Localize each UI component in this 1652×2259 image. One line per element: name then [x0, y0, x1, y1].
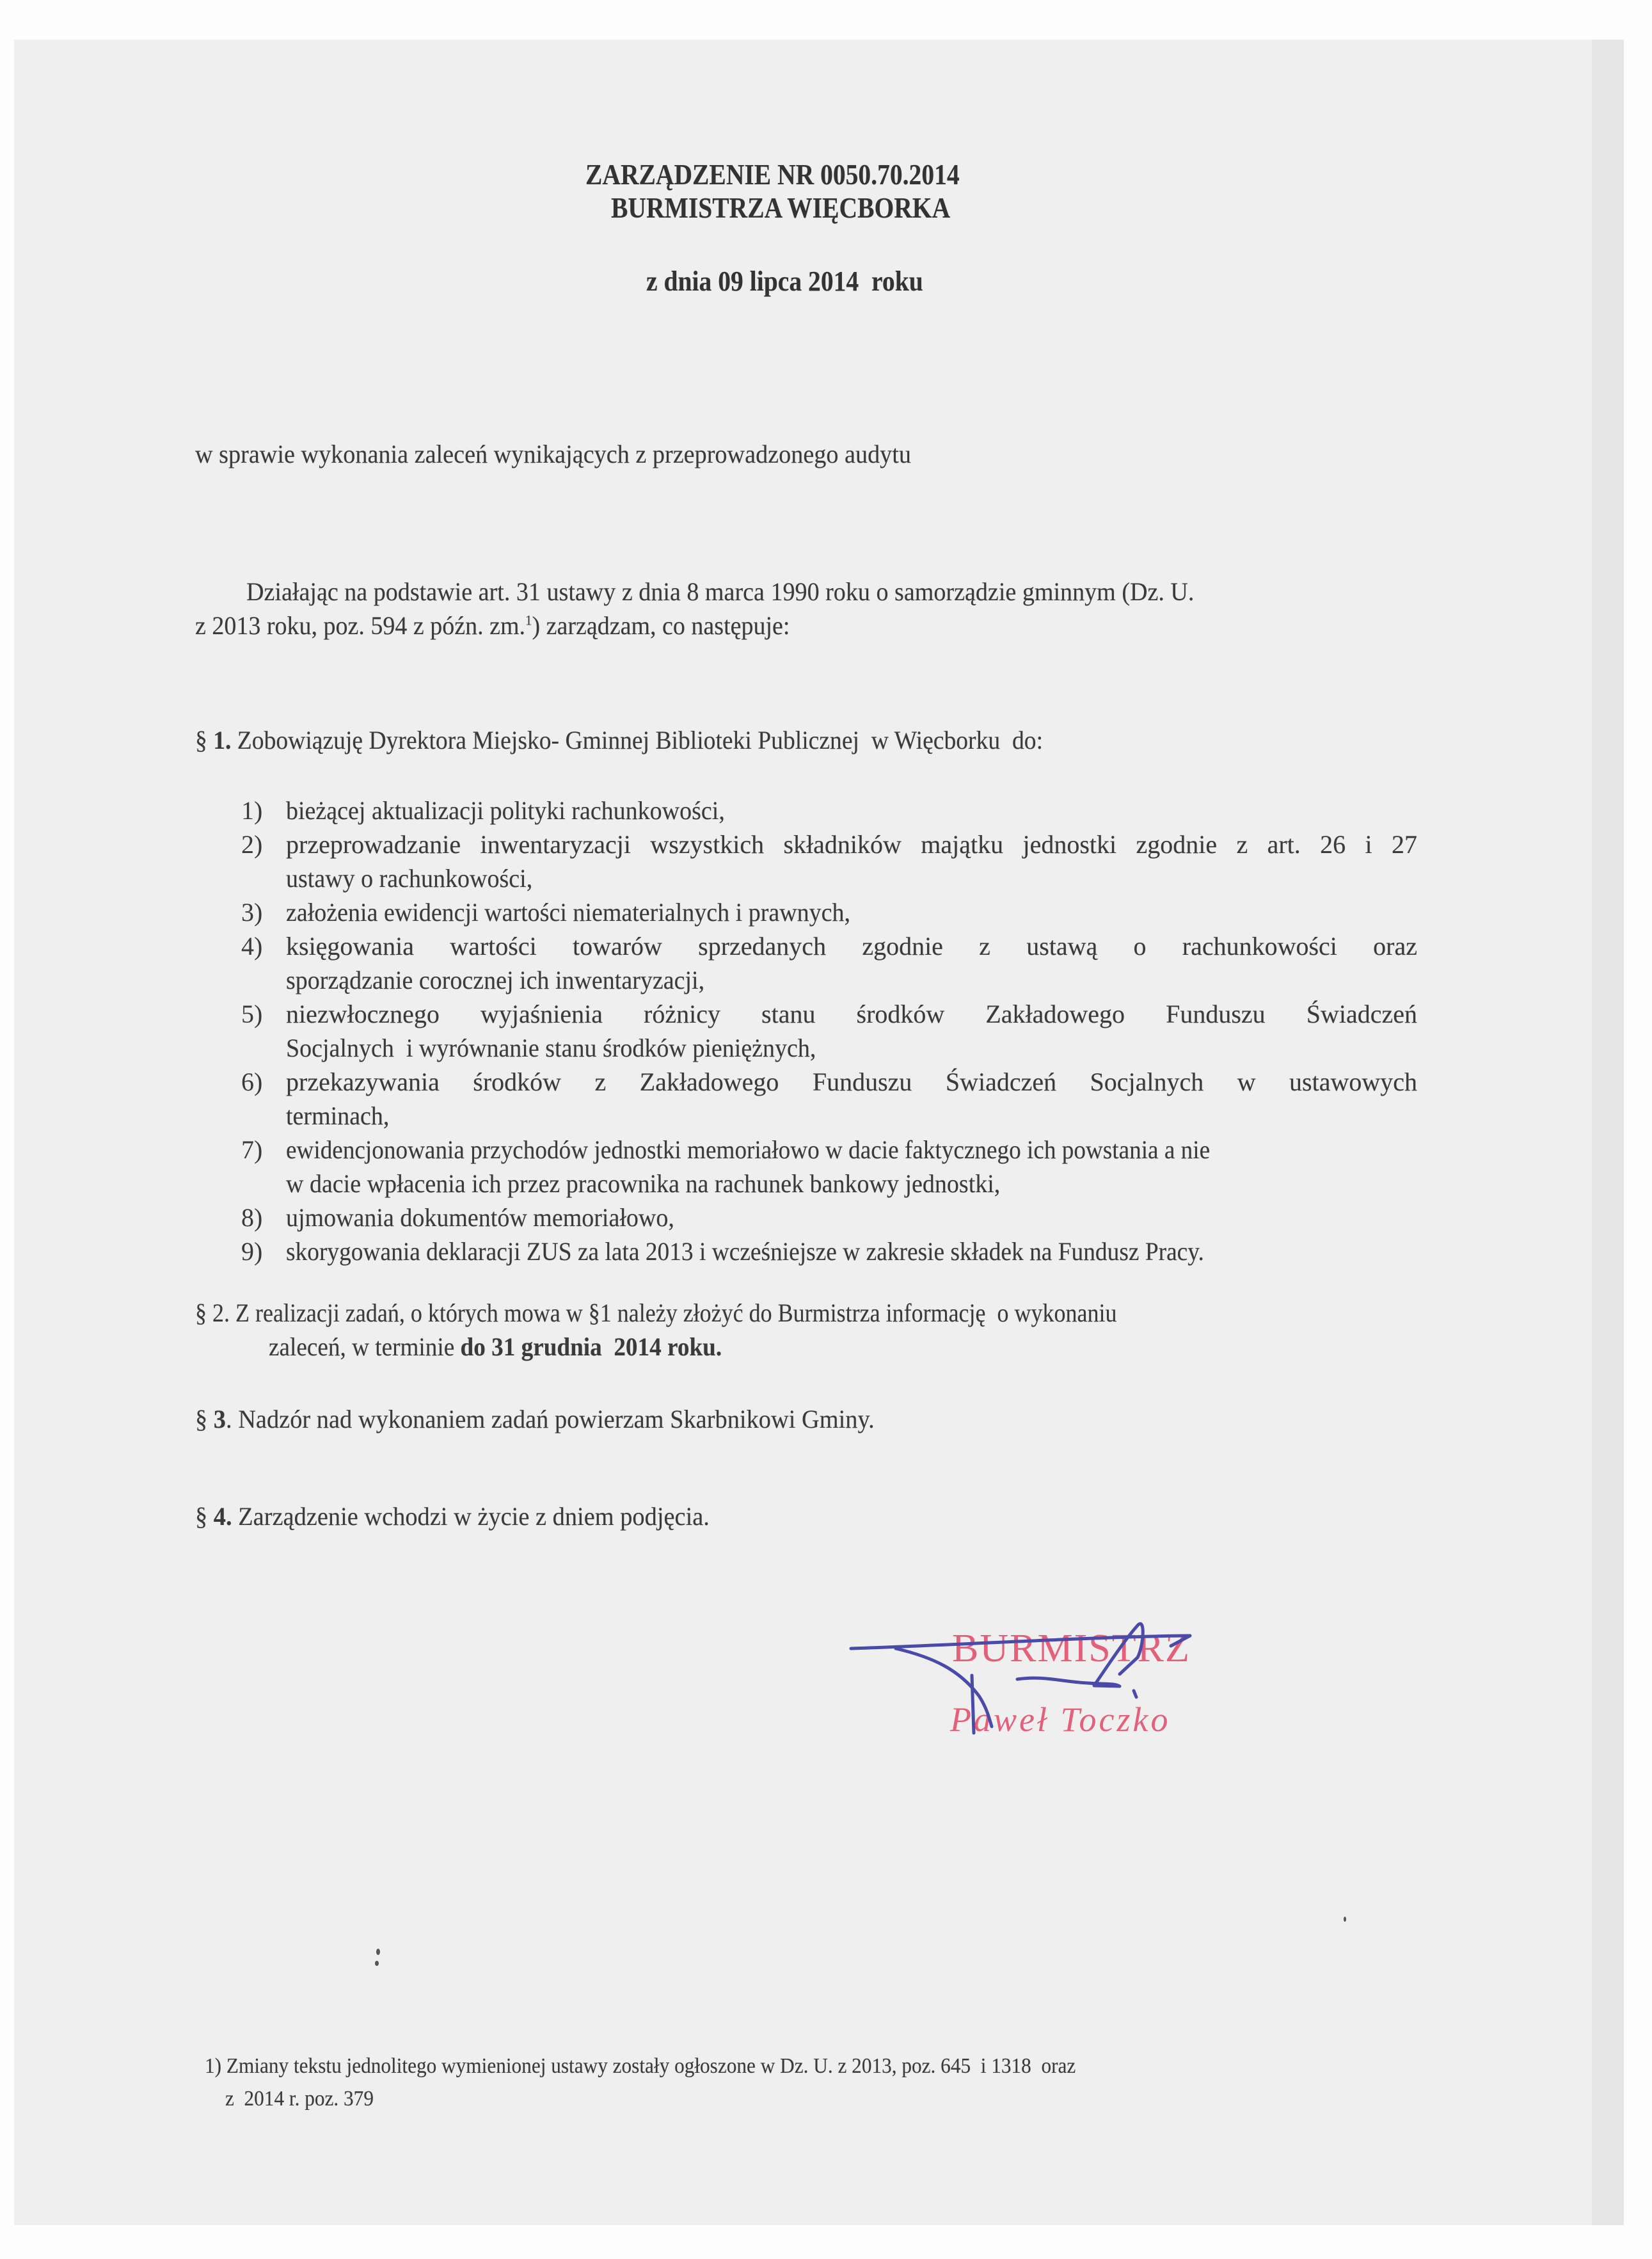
- list-item-text: księgowania wartości towarów sprzedanych zgodnie z ustawą o rachunkowości oraz: [286, 932, 1417, 961]
- list-item-text: terminach,: [286, 1101, 390, 1130]
- scan-edge-strip: [1592, 40, 1624, 2225]
- document-title: ZARZĄDZENIE NR 0050.70.2014: [585, 158, 960, 191]
- section-number: 1.: [213, 726, 232, 754]
- list-item-number: 1): [241, 796, 263, 825]
- document-issuer: BURMISTRZA WIĘCBORKA: [611, 191, 951, 224]
- footnote-line-1: 1) Zmiany tekstu jednolitego wymienionej ustawy zostały ogłoszone w Dz. U. z 2013, poz. 645 i 1318 oraz: [205, 2054, 1076, 2078]
- list-item-text: skorygowania deklaracji ZUS za lata 2013 i wcześniejsze w zakresie składek na Fundusz Pracy.: [286, 1237, 1204, 1266]
- signature-stroke: [1017, 1624, 1143, 1686]
- list-item-text: Socjalnych i wyrównanie stanu środków pieniężnych,: [286, 1034, 816, 1062]
- list-item-text: przekazywania środków z Zakładowego Funduszu Świadczeń Socjalnych w ustawowych: [286, 1067, 1417, 1096]
- signature-stroke: [972, 1675, 974, 1733]
- list-item-number: 5): [241, 1000, 263, 1028]
- section-text: Zobowiązuję Dyrektora Miejsko- Gminnej Biblioteki Publicznej w Więcborku do:: [231, 726, 1044, 754]
- paper-page: [14, 40, 1624, 2225]
- document-subject: w sprawie wykonania zaleceń wynikających z przeprowadzonego audytu: [195, 440, 911, 468]
- section-4: [195, 1504, 710, 1529]
- list-item-text: bieżącej aktualizacji polityki rachunkowości,: [286, 796, 725, 825]
- footnote-line-2: z 2014 r. poz. 379: [225, 2087, 374, 2111]
- section-text: . Nadzór nad wykonaniem zadań powierzam Skarbnikowi Gminy.: [226, 1405, 875, 1433]
- stamp-name: Paweł Toczko: [950, 1700, 1171, 1739]
- scan-speck: [375, 1961, 379, 1966]
- list-item-number: 3): [241, 898, 263, 927]
- section-2-line-1: [195, 1300, 1116, 1326]
- list-item-text: niezwłocznego wyjaśnienia różnicy stanu środków Zakładowego Funduszu Świadczeń: [286, 1000, 1417, 1028]
- list-item-text: ustawy o rachunkowości,: [286, 864, 533, 893]
- section-mark: §: [195, 1502, 214, 1531]
- list-item-number: 7): [241, 1135, 263, 1164]
- section-number: 4.: [213, 1502, 232, 1531]
- signature-stroke: [896, 1648, 992, 1727]
- preamble-text-b: ) zarządzam, co następuje:: [532, 611, 790, 640]
- preamble-line-2: [195, 613, 790, 639]
- scan-speck: [1344, 1917, 1346, 1922]
- section-1-heading: [195, 728, 1043, 753]
- list-item-text: ewidencjonowania przychodów jednostki memoriałowo w dacie faktycznego ich powstania a nie: [286, 1135, 1211, 1164]
- section-2-line-2: [269, 1334, 722, 1360]
- signature-stroke: [851, 1636, 1190, 1648]
- section-mark: § 2.: [195, 1298, 230, 1327]
- list-item-text: sporządzanie corocznej ich inwentaryzacji,: [286, 966, 705, 994]
- list-item-text: ujmowania dokumentów memoriałowo,: [286, 1203, 674, 1232]
- list-item-number: 9): [241, 1237, 263, 1266]
- section-text: zaleceń, w terminie: [269, 1332, 461, 1361]
- footnote-reference: 1: [525, 612, 532, 628]
- section-text: Zarządzenie wchodzi w życie z dniem podjęcia.: [232, 1502, 710, 1531]
- section-3: [195, 1407, 875, 1432]
- preamble-line-1: Działając na podstawie art. 31 ustawy z dnia 8 marca 1990 roku o samorządzie gminnym (Dz. U.: [246, 577, 1195, 606]
- deadline: do 31 grudnia 2014 roku.: [460, 1332, 722, 1361]
- section-mark: §: [195, 1405, 214, 1433]
- list-item-text: przeprowadzanie inwentaryzacji wszystkich składników majątku jednostki zgodnie z art. 26 i 27: [286, 830, 1417, 859]
- preamble-text-a: z 2013 roku, poz. 594 z późn. zm.: [195, 611, 526, 640]
- section-mark: §: [195, 726, 214, 754]
- signature-stroke: [1134, 1691, 1136, 1697]
- list-item-text: w dacie wpłacenia ich przez pracownika na rachunek bankowy jednostki,: [286, 1169, 1001, 1198]
- list-item-number: 6): [241, 1067, 263, 1096]
- section-text: Z realizacji zadań, o których mowa w §1 należy złożyć do Burmistrza informację o wykonaniu: [230, 1298, 1117, 1327]
- document-date: z dnia 09 lipca 2014 roku: [646, 266, 923, 297]
- scan-speck: [376, 1949, 380, 1955]
- list-item-text: założenia ewidencji wartości niematerialnych i prawnych,: [286, 898, 851, 927]
- section-number: 3: [213, 1405, 226, 1433]
- list-item-number: 8): [241, 1203, 263, 1232]
- list-item-number: 2): [241, 830, 263, 859]
- handwritten-signature: [832, 1587, 1408, 1753]
- stamp-title: BURMISTRZ: [952, 1627, 1191, 1670]
- list-item-number: 4): [241, 932, 263, 961]
